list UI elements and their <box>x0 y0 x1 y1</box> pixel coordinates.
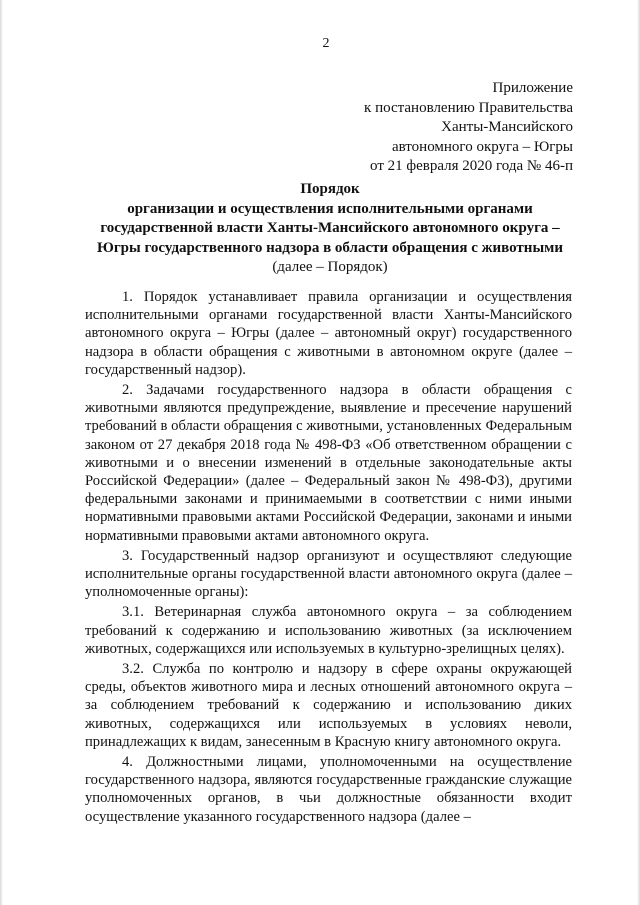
paragraph: 2. Задачами государственного надзора в области обращения с животными являются предупреждение, выявление и пресечение нарушений требований в области обращения с животными, установленных Федеральным законом от 27 декабря 2018 года № 498-ФЗ «Об ответственном обращении с животными и о внесении изменений в отдельные законодательные акты Российской Федерации» (далее – Федеральный закон № 498-ФЗ), другими федеральными законами и принимаемыми в соответствии с ними иными нормативными правовыми актами Российской Федерации, законами и иными нормативными правовыми актами автономного округа. <box>85 382 572 544</box>
appendix-line: Приложение <box>492 80 573 96</box>
appendix-header <box>364 79 573 177</box>
title-line: государственной власти Ханты-Мансийского автономного округа – <box>100 220 560 236</box>
paragraph: 4. Должностными лицами, уполномоченными на осуществление государственного надзора, являются государственные гражданские служащие уполномоченных органов, в чьи должностные обязанности входит осуществление указанного государственного надзора (далее – <box>85 754 572 825</box>
scan-edge-left <box>0 0 3 905</box>
document-body <box>85 288 572 828</box>
paragraph: 1. Порядок устанавливает правила организации и осуществления исполнительными органами государственной власти Ханты-Мансийского автономного округа – Югры (далее – автономный округ) государственного надзора в области обращения с животными в автономном округе (далее – государственный надзор). <box>85 289 572 378</box>
page-number: 2 <box>322 36 330 51</box>
title-line: Югры государственного надзора в области обращения с животными <box>96 239 564 256</box>
document-title <box>88 180 572 278</box>
paragraph: 3. Государственный надзор организуют и осуществляют следующие исполнительные органы государственной власти автономного округа (далее – уполномоченные органы): <box>85 547 572 601</box>
appendix-line: Ханты-Мансийского <box>441 119 573 136</box>
appendix-line: автономного округа – Югры <box>391 138 573 155</box>
paragraph: 3.1. Ветеринарная служба автономного округа – за соблюдением требований к содержанию и использованию животных (за исключением животных, содержащихся или используемых в культурно-зрелищных целях). <box>85 604 572 657</box>
appendix-line: от 21 февраля 2020 года № 46-п <box>370 158 573 175</box>
title-abbreviation: (далее – Порядок) <box>272 259 388 275</box>
title-line: организации и осуществления исполнительными органами <box>127 200 533 217</box>
paragraph: 3.2. Служба по контролю и надзору в сфере охраны окружающей среды, объектов животного мира и лесных отношений автономного округа – за соблюдением требований к содержанию и использованию диких животных, содержащихся или используемых в условиях неволи, принадлежащих к видам, занесенным в Красную книгу автономного округа. <box>85 661 572 750</box>
appendix-line: к постановлению Правительства <box>364 99 573 116</box>
title-heading: Порядок <box>300 181 360 197</box>
